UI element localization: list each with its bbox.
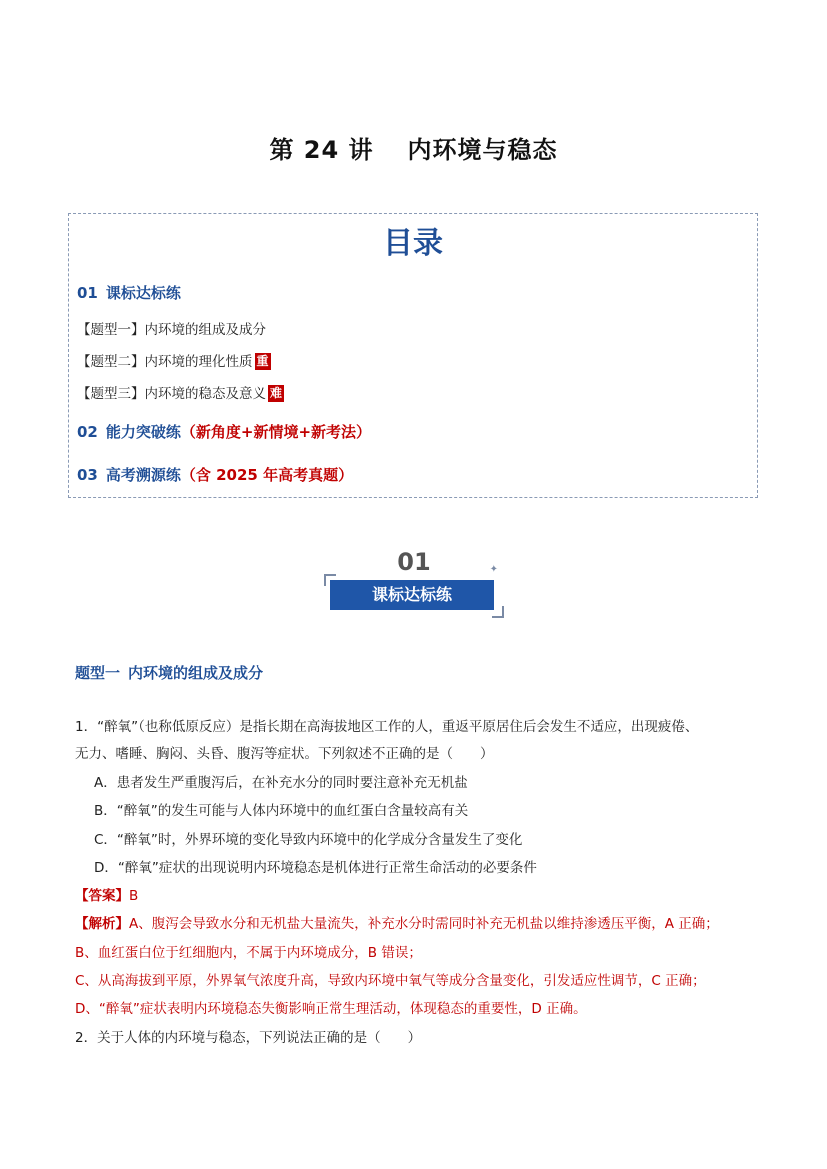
- toc-item-type-2[interactable]: [77, 350, 271, 370]
- toc-section-note: （含 2025 年高考真题）: [180, 466, 354, 484]
- answer-value: B: [129, 888, 139, 904]
- question-1-answer: [75, 886, 765, 906]
- banner-number: 01: [397, 548, 431, 576]
- toc-item-label: 【题型三】内环境的稳态及意义: [77, 386, 266, 402]
- toc-section-02[interactable]: [77, 421, 371, 442]
- toc-section-label: 能力突破练: [105, 423, 181, 441]
- table-of-contents: [68, 213, 758, 498]
- question-1-stem-line-2: 无力、嗜睡、胸闷、头昏、腹泻等症状。下列叙述不正确的是（ ）: [75, 746, 494, 762]
- type-heading: [75, 662, 263, 683]
- question-1-analysis-line-3: C、从高海拔到平原，外界氧气浓度升高，导致内环境中氧气等成分含量变化，引发适应性调节，C 正确；: [75, 973, 706, 989]
- difficult-badge: 难: [270, 386, 283, 400]
- toc-section-number: 02: [77, 423, 98, 441]
- analysis-label: 【解析】: [75, 916, 129, 932]
- question-1-option-c: C．“醉氧”时，外界环境的变化导致内环境中的化学成分含量发生了变化: [94, 832, 523, 848]
- lecture-topic: 内环境与稳态: [407, 136, 558, 164]
- toc-section-note: （新角度+新情境+新考法）: [180, 423, 372, 441]
- toc-heading: 目录: [383, 226, 443, 261]
- question-1-analysis-line-1: [75, 914, 765, 934]
- type-heading-prefix: 题型一: [75, 664, 121, 682]
- lecture-number: 第 24 讲: [269, 136, 374, 164]
- toc-section-number: 01: [77, 284, 98, 302]
- question-1-analysis-line-4: D、“醉氧”症状表明内环境稳态失衡影响正常生理活动，体现稳态的重要性，D 正确。: [75, 1001, 587, 1017]
- question-1-option-b: B．“醉氧”的发生可能与人体内环境中的血红蛋白含量较高有关: [94, 803, 469, 819]
- section-banner: [322, 548, 506, 620]
- banner-label: 课标达标练: [330, 580, 494, 610]
- answer-label: 【答案】: [75, 888, 129, 904]
- toc-item-label: 【题型二】内环境的理化性质: [77, 354, 253, 370]
- toc-section-label: 高考溯源练: [105, 466, 181, 484]
- toc-item-label: 【题型一】内环境的组成及成分: [77, 322, 266, 338]
- sparkle-icon: ✦: [489, 564, 498, 575]
- type-heading-title: 内环境的组成及成分: [128, 664, 264, 682]
- toc-section-label: 课标达标练: [105, 284, 181, 302]
- question-1-option-d: D．“醉氧”症状的出现说明内环境稳态是机体进行正常生命活动的必要条件: [94, 860, 537, 876]
- toc-section-01[interactable]: [77, 282, 181, 303]
- toc-section-03[interactable]: [77, 464, 353, 485]
- toc-item-type-3[interactable]: [77, 382, 284, 402]
- toc-section-number: 03: [77, 466, 98, 484]
- analysis-text: A、腹泻会导致水分和无机盐大量流失，补充水分时需同时补充无机盐以维持渗透压平衡，A 正确；: [129, 916, 719, 932]
- question-1-analysis-line-2: B、血红蛋白位于红细胞内，不属于内环境成分，B 错误；: [75, 945, 422, 961]
- question-1-option-a: A．患者发生严重腹泻后，在补充水分的同时要注意补充无机盐: [94, 775, 468, 791]
- question-1-stem-line-1: 1．“醉氧”（也称低原反应）是指长期在高海拔地区工作的人，重返平原居住后会发生不适应，出现疲倦、: [75, 719, 699, 735]
- important-badge: 重: [256, 354, 269, 368]
- page-title: [0, 130, 827, 165]
- question-2-stem: 2．关于人体的内环境与稳态，下列说法正确的是（ ）: [75, 1030, 422, 1046]
- toc-item-type-1[interactable]: [77, 318, 266, 338]
